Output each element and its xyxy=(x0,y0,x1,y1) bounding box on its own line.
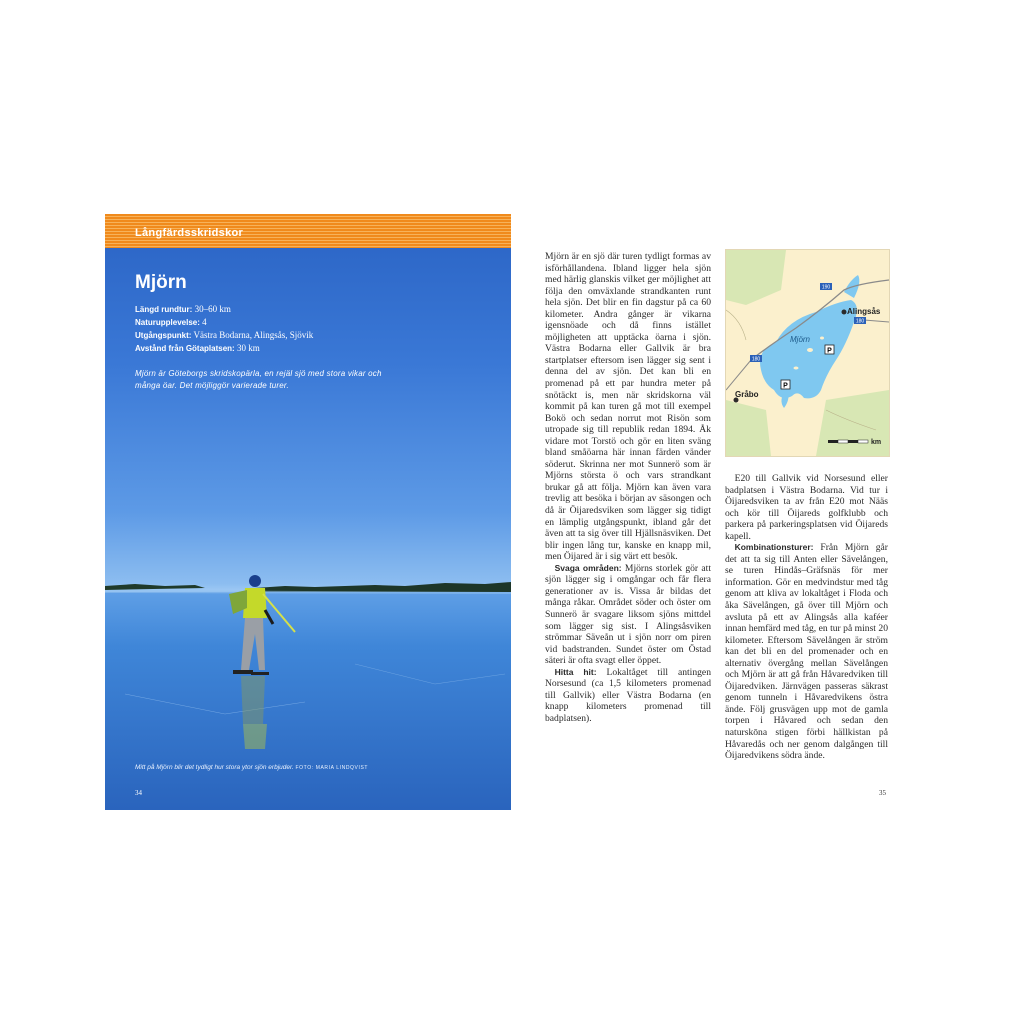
section-title: Långfärdsskridskor xyxy=(135,227,244,239)
road-number-3: 180 xyxy=(855,318,865,325)
page-number-left: 34 xyxy=(135,789,142,797)
fact-row: Naturupplevelse: 4 xyxy=(135,317,207,327)
skater-photo xyxy=(105,574,511,810)
facts-list xyxy=(135,303,313,355)
photo-credit: FOTO: MARIA LINDQVIST xyxy=(295,765,369,771)
page-number-right: 35 xyxy=(879,789,886,797)
fact-row: Utgångspunkt: Västra Bodarna, Alingsås, Sjövik xyxy=(135,330,314,340)
paragraph: Svaga områden: Mjörns storlek gör att sjön lägger sig i omgångar och får flera generationer av is. Vissa år bildas det många råkar. Området söder och öster om Sunnerö är svagare liksom sjöns mittdel som lägger sig sist. I Alingsåsviken strömmar Säveån ut i sjön norr om piren vid badstranden. Sundet öster om Östad säteri är ofta svagt eller öppet. xyxy=(545,562,711,667)
map-label-grabo: Gråbo xyxy=(735,390,759,399)
text-column-1 xyxy=(545,251,711,724)
map-label-mjorn: Mjörn xyxy=(790,335,811,344)
road-number-2: 180 xyxy=(751,356,761,363)
intro-text: Mjörn är Göteborgs skridskopärla, en rejäl sjö med stora vikar och många öar. Det möjliggör varierade turer. xyxy=(135,369,382,390)
road-number-1: 190 xyxy=(821,284,831,291)
paragraph: Hitta hit: Lokaltåget till antingen Norsesund (ca 1,5 kilometers promenad till Gallvik) eller Västra Bodarna (en knapp kilometers promenad till badplatsen). xyxy=(545,666,711,724)
parking-icon: P xyxy=(783,382,788,390)
area-map xyxy=(725,249,890,457)
parking-icon: P xyxy=(827,347,832,355)
left-page xyxy=(105,214,511,810)
paragraph: Mjörn är en sjö där turen tydligt formas av isförhållandena. Ibland ligger hela sjön med härlig glanskis vilket ger möjlighet att följa den omväxlande strandkanten runt hela sjön. Det blir en fin dagstur på ca 60 kilometer. Andra gånger är vikarna igensnöade och då finns istället möjligheten att upptäcka öarna i sjön. Västra Bodarna eller Gallvik är bra startplatser eftersom isen lägger sig sent i denna del av sjön. Det kan bli en promenad på ett par hundra meter på snötäckt is, men när skridskorna väl kommit på kan turen gå mot till exempel Bokö och sedan norrut mot Risön som utropade sig till republik redan 1894. Åk vidare mot Torstö och gör en liten sväng bland småöarna här innan färden vänder söderut. Skrinna ner mot Sunnerö som är Mjörns största ö och vars strandkant brukar gå att följa. Mjörn kan även vara trevlig att besöka i början av säsongen och då är Öijaredsviken som lägger sig tidigt en lämplig utgångspunkt, ibland går det även att ta sig över till Hjällsnäsviken. Det blir ingen lång tur, kanske en knapp mil, men Öijared är i sig värt ett besök. xyxy=(545,251,711,563)
text-column-2 xyxy=(725,473,888,762)
scale-unit: km xyxy=(871,439,882,446)
photo-caption: Mitt på Mjörn blir det tydligt hur stora ytor sjön erbjuder. FOTO: MARIA LINDQVIST xyxy=(135,764,369,771)
paragraph: E20 till Gallvik vid Norsesund eller badplatsen i Västra Bodarna. Vid tur i Öijaredsviken ta av från E20 mot Nääs och kör till Öijareds golfklubb och parkera på parkeringsplatsen vid Öijareds kapell. xyxy=(725,473,888,542)
map-drawing xyxy=(726,250,889,456)
page-title: Mjörn xyxy=(135,272,187,293)
fact-row: Avstånd från Götaplatsen: 30 km xyxy=(135,343,260,353)
fact-row: Längd rundtur: 30–60 km xyxy=(135,304,231,314)
paragraph: Kombinationsturer: Från Mjörn går det att ta sig till Anten eller Sävelången, se turen Hindås–Gräfsnäs för mer information. Gör en medvindstur med tåg genom att kliva av lokaltåget i Floda och åka Sävelången, gå över till Mjörn och avsluta på ett av Alingsås alla kaféer innan hemfärd med tåg, en tur på minst 20 kilometer. Eftersom Sävelången är ström kan det bli en del promenader och en alternativ övergång mellan Sävelången och Mjörn är att gå från Håvaredviken till Öijaredviken. Järnvägen passeras säkrast genom tunneln i Håvaredvikens östra ände. Följ grusvägen upp mot de gamla torpen i Håvared och sedan den naturskōna stigen förbi hällkistan på Håvaredås och ner genom dalgången till Öijaredvikens södra ände. xyxy=(725,542,888,762)
map-label-alingsas: Alingsås xyxy=(847,307,881,316)
